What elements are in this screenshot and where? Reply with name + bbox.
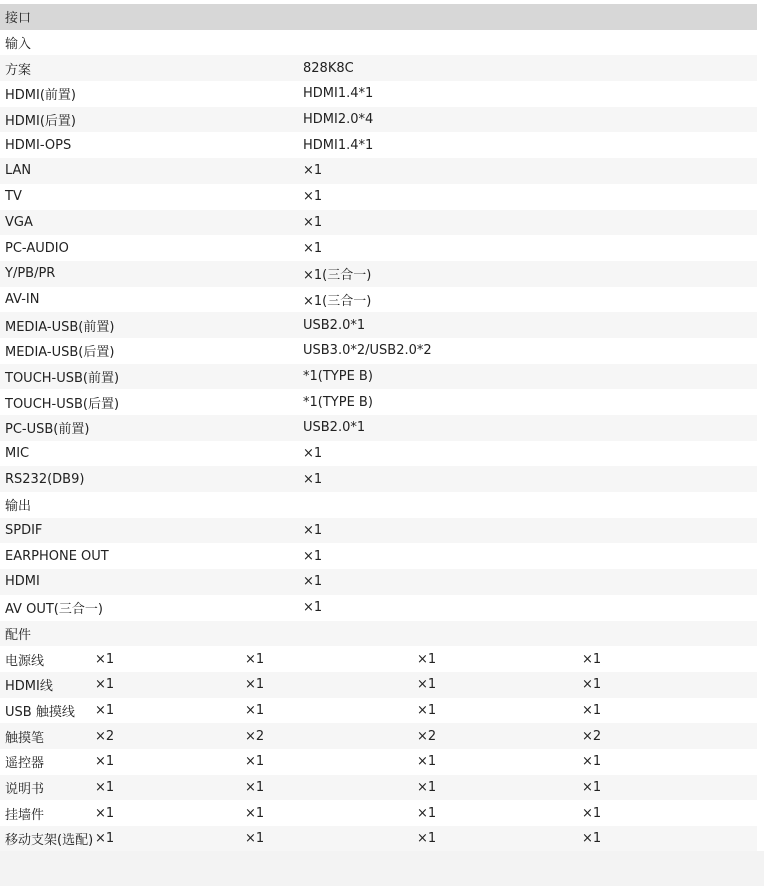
spec-value: HDMI1.4*1 xyxy=(303,86,374,102)
spec-value: ×1(三合一) xyxy=(303,268,372,284)
spec-label: AV OUT(三合一) xyxy=(5,602,103,618)
spec-row xyxy=(0,132,757,158)
spec-value: ×1 xyxy=(303,471,323,487)
accessory-qty: ×1 xyxy=(95,702,115,718)
accessory-qty: ×1 xyxy=(417,754,437,770)
spec-value: USB2.0*1 xyxy=(303,317,366,333)
accessory-qty: ×1 xyxy=(245,651,265,667)
accessory-row xyxy=(0,698,757,724)
accessory-row xyxy=(0,800,757,826)
spec-label: TOUCH-USB(前置) xyxy=(5,370,120,386)
spec-label: MEDIA-USB(后置) xyxy=(5,345,115,361)
accessory-qty: ×1 xyxy=(582,677,602,693)
accessory-qty: ×1 xyxy=(417,702,437,718)
spec-label: VGA xyxy=(5,214,33,230)
accessory-qty: ×1 xyxy=(245,779,265,795)
accessory-qty: ×1 xyxy=(417,651,437,667)
accessory-qty: ×1 xyxy=(417,805,437,821)
accessory-qty: ×1 xyxy=(417,779,437,795)
spec-label: LAN xyxy=(5,163,32,179)
accessory-label: 触摸笔 xyxy=(5,730,45,746)
spec-value: ×1 xyxy=(303,523,323,539)
accessory-qty: ×2 xyxy=(417,728,437,744)
spec-label: 方案 xyxy=(5,62,32,78)
spec-label: Y/PB/PR xyxy=(5,266,56,282)
spec-label: TOUCH-USB(后置) xyxy=(5,396,120,412)
accessory-row xyxy=(0,723,757,749)
section-title: 接口 xyxy=(5,11,32,27)
accessory-qty: ×1 xyxy=(582,651,602,667)
accessory-qty: ×1 xyxy=(95,779,115,795)
accessory-qty: ×1 xyxy=(245,754,265,770)
spec-row xyxy=(0,415,757,441)
footer-band xyxy=(0,851,764,886)
accessory-row xyxy=(0,775,757,801)
section-title-accessories xyxy=(0,621,757,647)
accessory-qty: ×1 xyxy=(582,754,602,770)
spec-label: PC-AUDIO xyxy=(5,240,69,256)
accessory-label: 电源线 xyxy=(5,653,45,669)
spec-value: ×1 xyxy=(303,163,323,179)
spec-row xyxy=(0,287,757,313)
accessory-qty: ×1 xyxy=(582,805,602,821)
accessory-qty: ×1 xyxy=(417,831,437,847)
spec-row xyxy=(0,441,757,467)
accessory-qty: ×2 xyxy=(582,728,602,744)
spec-value: *1(TYPE B) xyxy=(303,368,373,384)
accessory-qty: ×1 xyxy=(95,805,115,821)
accessory-qty: ×1 xyxy=(245,677,265,693)
spec-row xyxy=(0,569,757,595)
accessory-qty: ×1 xyxy=(582,702,602,718)
spec-label: HDMI xyxy=(5,574,40,590)
accessory-qty: ×1 xyxy=(582,779,602,795)
spec-row xyxy=(0,364,757,390)
spec-row xyxy=(0,261,757,287)
accessory-row xyxy=(0,646,757,672)
accessory-label: 挂墙件 xyxy=(5,807,45,823)
spec-row xyxy=(0,81,757,107)
spec-label: HDMI-OPS xyxy=(5,137,72,153)
accessory-qty: ×1 xyxy=(582,831,602,847)
spec-value: ×1 xyxy=(303,574,323,590)
spec-value: HDMI2.0*4 xyxy=(303,112,374,128)
accessory-qty: ×1 xyxy=(95,677,115,693)
accessory-label: 移动支架(选配) xyxy=(5,833,94,849)
spec-row xyxy=(0,338,757,364)
spec-row xyxy=(0,210,757,236)
spec-label: PC-USB(前置) xyxy=(5,422,90,438)
spec-value: USB3.0*2/USB2.0*2 xyxy=(303,343,432,359)
spec-value: USB2.0*1 xyxy=(303,420,366,436)
spec-row xyxy=(0,543,757,569)
spec-row xyxy=(0,184,757,210)
spec-label: MEDIA-USB(前置) xyxy=(5,319,115,335)
accessory-row xyxy=(0,672,757,698)
accessory-qty: ×1 xyxy=(95,651,115,667)
spec-value: *1(TYPE B) xyxy=(303,394,373,410)
accessory-qty: ×1 xyxy=(95,754,115,770)
accessory-qty: ×1 xyxy=(417,677,437,693)
spec-value: 828K8C xyxy=(303,60,354,76)
section-title: 输出 xyxy=(5,499,32,515)
accessory-row xyxy=(0,749,757,775)
spec-label: TV xyxy=(5,189,22,205)
accessory-label: USB 触摸线 xyxy=(5,704,75,720)
spec-row xyxy=(0,55,757,81)
spec-value: ×1 xyxy=(303,189,323,205)
spec-value: HDMI1.4*1 xyxy=(303,137,374,153)
accessory-qty: ×1 xyxy=(245,805,265,821)
spec-label: AV-IN xyxy=(5,291,40,307)
spec-value: ×1 xyxy=(303,214,323,230)
accessory-qty: ×1 xyxy=(95,831,115,847)
spec-value: ×1 xyxy=(303,240,323,256)
spec-row xyxy=(0,312,757,338)
accessory-qty: ×2 xyxy=(245,728,265,744)
spec-label: EARPHONE OUT xyxy=(5,548,109,564)
accessory-label: 遥控器 xyxy=(5,756,45,772)
spec-value: ×1 xyxy=(303,548,323,564)
spec-row xyxy=(0,595,757,621)
section-title-output xyxy=(0,492,757,518)
spec-label: HDMI(后置) xyxy=(5,114,76,130)
spec-label: MIC xyxy=(5,446,30,462)
section-title: 配件 xyxy=(5,627,32,643)
accessory-row xyxy=(0,826,757,852)
spec-label: RS232(DB9) xyxy=(5,471,85,487)
spec-value: ×1(三合一) xyxy=(303,293,372,309)
accessory-qty: ×1 xyxy=(245,831,265,847)
accessory-label: 说明书 xyxy=(5,781,45,797)
accessory-qty: ×2 xyxy=(95,728,115,744)
section-title: 输入 xyxy=(5,37,32,53)
section-header-interfaces xyxy=(0,4,757,30)
spec-label: HDMI(前置) xyxy=(5,88,76,104)
accessory-label: HDMI线 xyxy=(5,679,53,695)
spec-row xyxy=(0,107,757,133)
spec-row xyxy=(0,158,757,184)
spec-value: ×1 xyxy=(303,600,323,616)
spec-label: SPDIF xyxy=(5,523,43,539)
spec-row xyxy=(0,235,757,261)
spec-table xyxy=(0,4,757,852)
spec-row xyxy=(0,518,757,544)
spec-row xyxy=(0,389,757,415)
spec-row xyxy=(0,466,757,492)
spec-value: ×1 xyxy=(303,446,323,462)
section-title-input xyxy=(0,30,757,56)
accessory-qty: ×1 xyxy=(245,702,265,718)
